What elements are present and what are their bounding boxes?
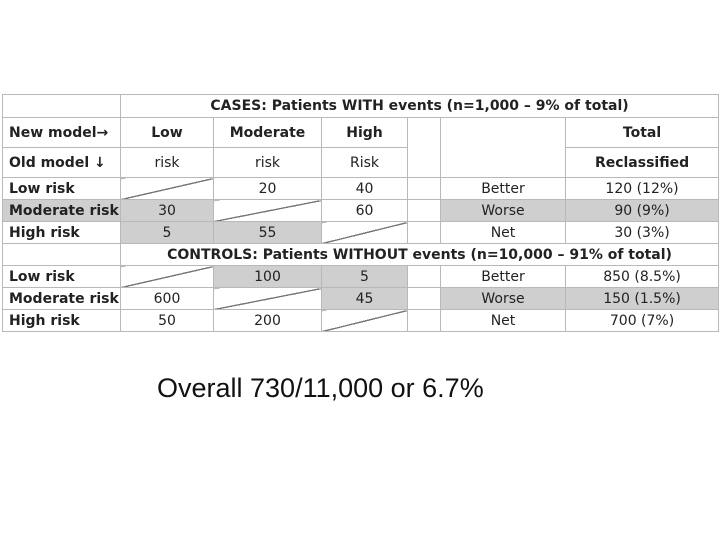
- total-cell: 850 (8.5%): [566, 266, 719, 288]
- col-moderate-subheader: risk: [214, 148, 322, 178]
- table-row: [3, 310, 719, 332]
- cell-moderate: 55: [214, 222, 322, 244]
- spacer-cell: [408, 266, 441, 288]
- category-cell: Net: [441, 310, 566, 332]
- col-high-subheader: Risk: [322, 148, 408, 178]
- corner-cell: [3, 244, 121, 266]
- spacer-cell: [408, 118, 441, 178]
- cell-low: 30: [121, 200, 214, 222]
- controls-title: CONTROLS: Patients WITHOUT events (n=10,000 – 91% of total): [121, 244, 719, 266]
- total-cell: 30 (3%): [566, 222, 719, 244]
- category-cell: Worse: [441, 288, 566, 310]
- category-header-cell: [441, 118, 566, 178]
- row-label: Moderate risk: [3, 288, 121, 310]
- row-label: Low risk: [3, 178, 121, 200]
- old-model-label: Old model ↓: [3, 148, 121, 178]
- cell-high: 5: [322, 266, 408, 288]
- table-row: [3, 178, 719, 200]
- cell-high: 40: [322, 178, 408, 200]
- spacer-cell: [408, 288, 441, 310]
- row-label: High risk: [3, 310, 121, 332]
- diagonal-cell: [322, 310, 408, 332]
- table-row: [3, 200, 719, 222]
- cell-high: 45: [322, 288, 408, 310]
- category-cell: Worse: [441, 200, 566, 222]
- diagonal-cell: [121, 178, 214, 200]
- cell-moderate: 20: [214, 178, 322, 200]
- category-cell: Better: [441, 266, 566, 288]
- col-low-subheader: risk: [121, 148, 214, 178]
- diagonal-cell: [121, 266, 214, 288]
- category-cell: Better: [441, 178, 566, 200]
- col-moderate-header: Moderate: [214, 118, 322, 148]
- reclassification-table: [2, 94, 719, 332]
- cell-low: 5: [121, 222, 214, 244]
- cases-title-row: [3, 95, 719, 118]
- table-row: [3, 222, 719, 244]
- reclassified-header: Reclassified: [566, 148, 719, 178]
- spacer-cell: [408, 178, 441, 200]
- cell-high: 60: [322, 200, 408, 222]
- old-model-row: [3, 148, 719, 178]
- cases-title: CASES: Patients WITH events (n=1,000 – 9% of total): [121, 95, 719, 118]
- diagonal-cell: [214, 288, 322, 310]
- corner-cell: [3, 95, 121, 118]
- table-row: [3, 266, 719, 288]
- total-cell: 700 (7%): [566, 310, 719, 332]
- col-high-header: High: [322, 118, 408, 148]
- diagonal-cell: [322, 222, 408, 244]
- total-header: Total: [566, 118, 719, 148]
- cell-moderate: 100: [214, 266, 322, 288]
- table-row: [3, 288, 719, 310]
- total-cell: 150 (1.5%): [566, 288, 719, 310]
- row-label: Low risk: [3, 266, 121, 288]
- col-low-header: Low: [121, 118, 214, 148]
- spacer-cell: [408, 200, 441, 222]
- total-cell: 120 (12%): [566, 178, 719, 200]
- controls-title-row: [3, 244, 719, 266]
- overall-caption: Overall 730/11,000 or 6.7%: [157, 373, 484, 403]
- row-label: Moderate risk: [3, 200, 121, 222]
- cell-moderate: 200: [214, 310, 322, 332]
- spacer-cell: [408, 222, 441, 244]
- total-cell: 90 (9%): [566, 200, 719, 222]
- new-model-label: New model→: [3, 118, 121, 148]
- cell-low: 600: [121, 288, 214, 310]
- category-cell: Net: [441, 222, 566, 244]
- cell-low: 50: [121, 310, 214, 332]
- spacer-cell: [408, 310, 441, 332]
- new-model-row: [3, 118, 719, 148]
- diagonal-cell: [214, 200, 322, 222]
- row-label: High risk: [3, 222, 121, 244]
